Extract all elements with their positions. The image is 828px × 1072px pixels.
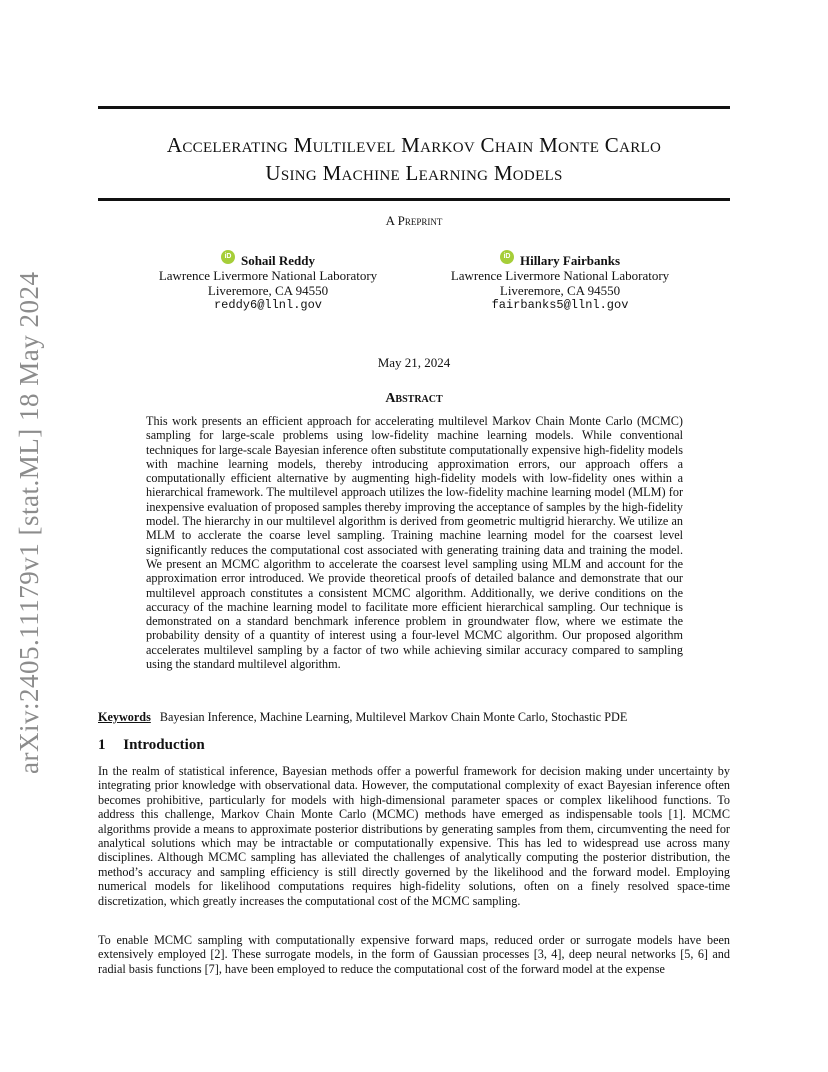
section-title: Introduction xyxy=(123,737,205,753)
paper-title xyxy=(98,131,730,187)
author-location: Liveremore, CA 94550 xyxy=(499,283,621,298)
title-top-rule xyxy=(98,106,730,109)
author-location: Liveremore, CA 94550 xyxy=(207,283,329,298)
paper-title-line-1: Accelerating Multilevel Markov Chain Monte Carlo xyxy=(166,133,662,157)
abstract-heading: Abstract xyxy=(385,391,443,406)
author-block-1 xyxy=(128,250,408,313)
author-name-line xyxy=(221,253,315,268)
abstract-text: This work presents an efficient approach for accelerating multilevel Markov Chain Monte Carlo (MCMC) sampling for large-scale problems using low-fidelity machine learning models. While conventional techniques for large-scale Bayesian inference often substitute computationally expensive high-fidelity models with machine learning models, thereby introducing approximation errors, our approach offers a computationally efficient alternative by augmenting high-fidelity models with low-fidelity ones within a hierarchical framework. The multilevel approach utilizes the low-fidelity machine learning model (MLM) for inexpensive evaluation of proposed samples thereby improving the acceptance of samples by the high-fidelity model. The hierarchy in our multilevel algorithm is derived from geometric multigrid hierarchy. We utilize an MLM to acclerate the coarse level sampling. Training machine learning model for the coarsest level significantly reduces the computational cost associated with generating training data and training the model. We present an MCMC algorithm to accelerate the coarsest level sampling using MLM and account for the approximation error introduced. We provide theoretical proofs of detailed balance and demonstrate that our multilevel approach constitutes a consistent MCMC algorithm. Additionally, we derive conditions on the accuracy of the machine learning model to facilitate more efficient hierarchical sampling. Our technique is demonstrated on a standard benchmark inference problem in groundwater flow, where we estimate the probability density of a quantity of interest using a four-level MCMC algorithm. Our proposed algorithm accelerates multilevel sampling by a factor of two while achieving similar accuracy compared to sampling using the standard multilevel algorithm. xyxy=(146,414,683,672)
arxiv-identifier-stamp: arXiv:2405.11179v1 [stat.ML] 18 May 2024 xyxy=(14,271,44,774)
author-email[interactable]: fairbanks5@llnl.gov xyxy=(491,298,629,312)
orcid-icon[interactable]: iD xyxy=(500,250,514,264)
paper-title-line-2: Using Machine Learning Models xyxy=(265,161,563,185)
introduction-paragraph-2: To enable MCMC sampling with computationally expensive forward maps, reduced order or surrogate models have been extensively employed [2]. These surrogate models, in the form of Gaussian processes [3, 4], deep neural networks [5, 6] and radial basis functions [7], have been employed to reduce the computational cost of the forward model at the expense xyxy=(98,933,730,976)
section-heading-introduction xyxy=(98,737,205,754)
author-name-line xyxy=(500,253,620,268)
author-affiliation: Lawrence Livermore National Laboratory xyxy=(450,268,670,283)
keywords-line xyxy=(98,710,738,725)
author-name: Sohail Reddy xyxy=(240,253,316,268)
title-bottom-rule xyxy=(98,198,730,201)
author-affiliation: Lawrence Livermore National Laboratory xyxy=(158,268,378,283)
author-block-2 xyxy=(420,250,700,313)
orcid-icon[interactable]: iD xyxy=(221,250,235,264)
preprint-label: A Preprint xyxy=(385,213,443,228)
keywords-label: Keywords xyxy=(98,710,151,724)
author-email[interactable]: reddy6@llnl.gov xyxy=(213,298,323,312)
keywords-list: Bayesian Inference, Machine Learning, Multilevel Markov Chain Monte Carlo, Stochastic PDE xyxy=(159,710,628,724)
publication-date: May 21, 2024 xyxy=(377,355,451,370)
author-name: Hillary Fairbanks xyxy=(519,253,621,268)
section-number: 1 xyxy=(98,737,106,753)
introduction-paragraph-1: In the realm of statistical inference, Bayesian methods offer a powerful framework for decision making under uncertainty by integrating prior knowledge with observational data. However, the computational complexity of exact Bayesian inference often becomes prohibitive, particularly for models with high-dimensional parameter spaces or complex likelihood functions. To address this challenge, Markov Chain Monte Carlo (MCMC) methods have emerged as indispensable tools [1]. MCMC algorithms provide a means to approximate posterior distributions by generating samples from them, circumventing the need for analytical solutions which may be intractable or computationally expensive. This has led to widespread use across many disciplines. Although MCMC sampling has alleviated the challenges of analytically computing the posterior distribution, the method’s accuracy and sampling efficiency is still directly governed by the likelihood and the forward model. Employing numerical models for likelihood computations requires high-fidelity solutions, often on a finely resolved space-time discretization, which greatly increases the computational cost of the MCMC sampling. xyxy=(98,764,730,908)
